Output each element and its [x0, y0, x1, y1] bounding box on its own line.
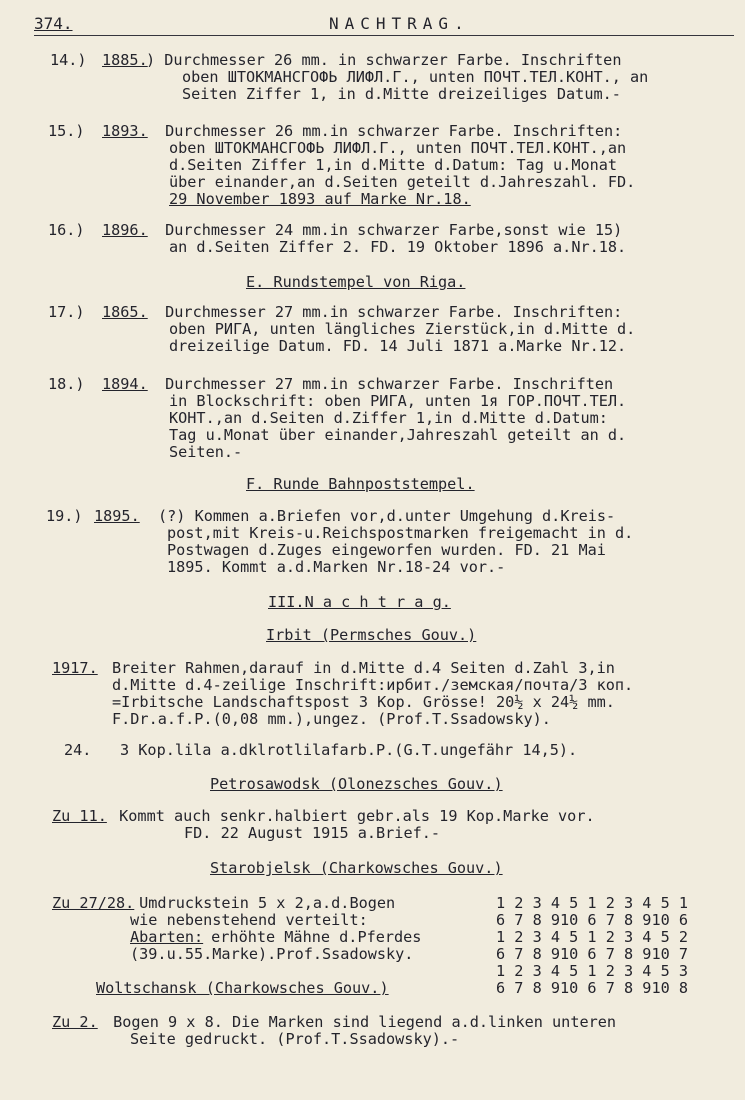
- grid-row: 6 7 8 910 6 7 8 910 6: [496, 911, 689, 929]
- entry-line: Durchmesser 26 mm.in schwarzer Farbe. Inschriften:: [156, 122, 623, 140]
- entry-number: 15.): [48, 122, 85, 140]
- entry-line: КОНТ.,an d.Seiten d.Ziffer 1,in d.Mitte d.Datum:: [169, 409, 608, 427]
- entry-abarten: Abarten:: [130, 928, 204, 946]
- entry-line: Kommt auch senkr.halbiert gebr.als 19 Kop.Marke vor.: [110, 807, 595, 825]
- entry-14: [50, 52, 740, 106]
- entry-16: [48, 222, 740, 258]
- section-heading-petrosawodsk: Petrosawodsk (Olonezsches Gouv.): [210, 775, 503, 793]
- section-heading-bahnpost: F. Runde Bahnpoststempel.: [246, 475, 475, 493]
- entry-number: 14.): [50, 51, 87, 69]
- entry-ref: Zu 27/28.: [52, 894, 135, 912]
- entry-number: 18.): [48, 375, 85, 393]
- entry-line: Seiten Ziffer 1, in d.Mitte dreizeiliges Datum.-: [182, 85, 621, 103]
- entry-starobjelsk: [52, 895, 492, 967]
- section-heading-riga: E. Rundstempel von Riga.: [246, 273, 466, 291]
- entry-line: oben ШТОКМАНСГОФЬ ЛИФЛ.Г., unten ПОЧТ.ТЕЛ.КОНТ., an: [182, 68, 649, 86]
- entry-19: [46, 508, 740, 580]
- entry-line: wie nebenstehend verteilt:: [130, 911, 368, 929]
- entry-line: post,mit Kreis-u.Reichspostmarken freigemacht in d.: [167, 524, 634, 542]
- entry-year: 1893.: [102, 122, 148, 140]
- entry-line: über einander,an d.Seiten geteilt d.Jahreszahl. FD.: [169, 173, 636, 191]
- grid-row: 1 2 3 4 5 1 2 3 4 5 1: [496, 894, 689, 912]
- entry-line: =Irbitsche Landschaftspost 3 Kop. Grösse! 20½ x 24½ mm.: [112, 693, 615, 711]
- entry-line: Bogen 9 x 8. Die Marken sind liegend a.d.linken unteren: [104, 1013, 617, 1031]
- entry-line: Durchmesser 27 mm.in schwarzer Farbe. Inschriften:: [156, 303, 623, 321]
- entry-year: 1896.: [102, 221, 148, 239]
- grid-row: 6 7 8 910 6 7 8 910 8: [496, 979, 689, 997]
- entry-line: oben РИГА, unten längliches Zierstück,in d.Mitte d.: [169, 320, 636, 338]
- entry-line: 1895. Kommt a.d.Marken Nr.18-24 vor.-: [167, 558, 506, 576]
- entry-line: Durchmesser 27 mm.in schwarzer Farbe. Inschriften: [156, 375, 614, 393]
- entry-line: 29 November 1893 auf Marke Nr.18.: [169, 190, 471, 208]
- entry-line: Seiten.-: [169, 443, 243, 461]
- page-title: NACHTRAG.: [329, 14, 470, 33]
- entry-line: Umdruckstein 5 x 2,a.d.Bogen: [130, 894, 396, 912]
- entry-petrosawodsk: [52, 808, 742, 844]
- entry-line: Seite gedruckt. (Prof.T.Ssadowsky).-: [130, 1030, 460, 1048]
- entry-irbit-24: [64, 742, 744, 760]
- entry-line: erhöhte Mähne d.Pferdes: [202, 928, 422, 946]
- page-number: 374.: [34, 14, 73, 33]
- entry-line: oben ШТОКМАНСГОФЬ ЛИФЛ.Г., unten ПОЧТ.ТЕЛ.КОНТ.,an: [169, 139, 627, 157]
- entry-line: (?) Kommen a.Briefen vor,d.unter Umgehung d.Kreis-: [158, 507, 616, 525]
- entry-line: d.Seiten Ziffer 1,in d.Mitte d.Datum: Tag u.Monat: [169, 156, 618, 174]
- entry-line: F.Dr.a.f.P.(0,08 mm.),ungez. (Prof.T.Ssadowsky).: [112, 710, 551, 728]
- entry-number: 19.): [46, 507, 83, 525]
- entry-line: in Blockschrift: oben РИГА, unten 1я ГОР.ПОЧТ.ТЕЛ.: [169, 392, 627, 410]
- entry-year: 1917.: [52, 659, 98, 677]
- entry-line: an d.Seiten Ziffer 2. FD. 19 Oktober 1896 a.Nr.18.: [169, 238, 627, 256]
- section-heading-woltschansk: Woltschansk (Charkowsches Gouv.): [96, 979, 389, 997]
- entry-line: d.Mitte d.4-zeilige Inschrift:ирбит./земская/почта/3 коп.: [112, 676, 634, 694]
- entry-year: 1894.: [102, 375, 148, 393]
- entry-year: 1885.: [102, 51, 148, 69]
- entry-number: 24.: [64, 741, 92, 759]
- entry-line: dreizeilige Datum. FD. 14 Juli 1871 a.Marke Nr.12.: [169, 337, 627, 355]
- header-rule: [34, 35, 734, 36]
- section-heading-irbit: Irbit (Permsches Gouv.): [266, 626, 477, 644]
- entry-line: 3 Kop.lila a.dklrotlilafarb.P.(G.T.ungefähr 14,5).: [120, 741, 578, 759]
- grid-row: 6 7 8 910 6 7 8 910 7: [496, 945, 689, 963]
- entry-line: (39.u.55.Marke).Prof.Ssadowsky.: [130, 945, 414, 963]
- entry-line: Postwagen d.Zuges eingeworfen wurden. FD. 21 Mai: [167, 541, 606, 559]
- entry-line: FD. 22 August 1915 a.Brief.-: [184, 824, 441, 842]
- entry-ref: Zu 11.: [52, 807, 107, 825]
- section-heading-starobjelsk: Starobjelsk (Charkowsches Gouv.): [210, 859, 503, 877]
- entry-15: [48, 123, 740, 211]
- entry-number: 16.): [48, 221, 85, 239]
- section-heading-nachtrag: III.N a c h t r a g.: [268, 593, 451, 611]
- entry-year: 1865.: [102, 303, 148, 321]
- entry-17: [48, 304, 740, 358]
- entry-line: Durchmesser 24 mm.in schwarzer Farbe,sonst wie 15): [156, 221, 623, 239]
- grid-row: 1 2 3 4 5 1 2 3 4 5 3: [496, 962, 689, 980]
- entry-year: 1895.: [94, 507, 140, 525]
- grid-row: 1 2 3 4 5 1 2 3 4 5 2: [496, 928, 689, 946]
- entry-line: Breiter Rahmen,darauf in d.Mitte d.4 Seiten d.Zahl 3,in: [112, 659, 615, 677]
- entry-line: Tag u.Monat über einander,Jahreszahl geteilt an d.: [169, 426, 627, 444]
- entry-line: ) Durchmesser 26 mm. in schwarzer Farbe. Inschriften: [146, 51, 622, 69]
- entry-woltschansk: [52, 1014, 742, 1050]
- entry-number: 17.): [48, 303, 85, 321]
- entry-irbit: [52, 660, 742, 732]
- page-header: [34, 14, 734, 36]
- entry-18: [48, 376, 740, 464]
- entry-ref: Zu 2.: [52, 1013, 98, 1031]
